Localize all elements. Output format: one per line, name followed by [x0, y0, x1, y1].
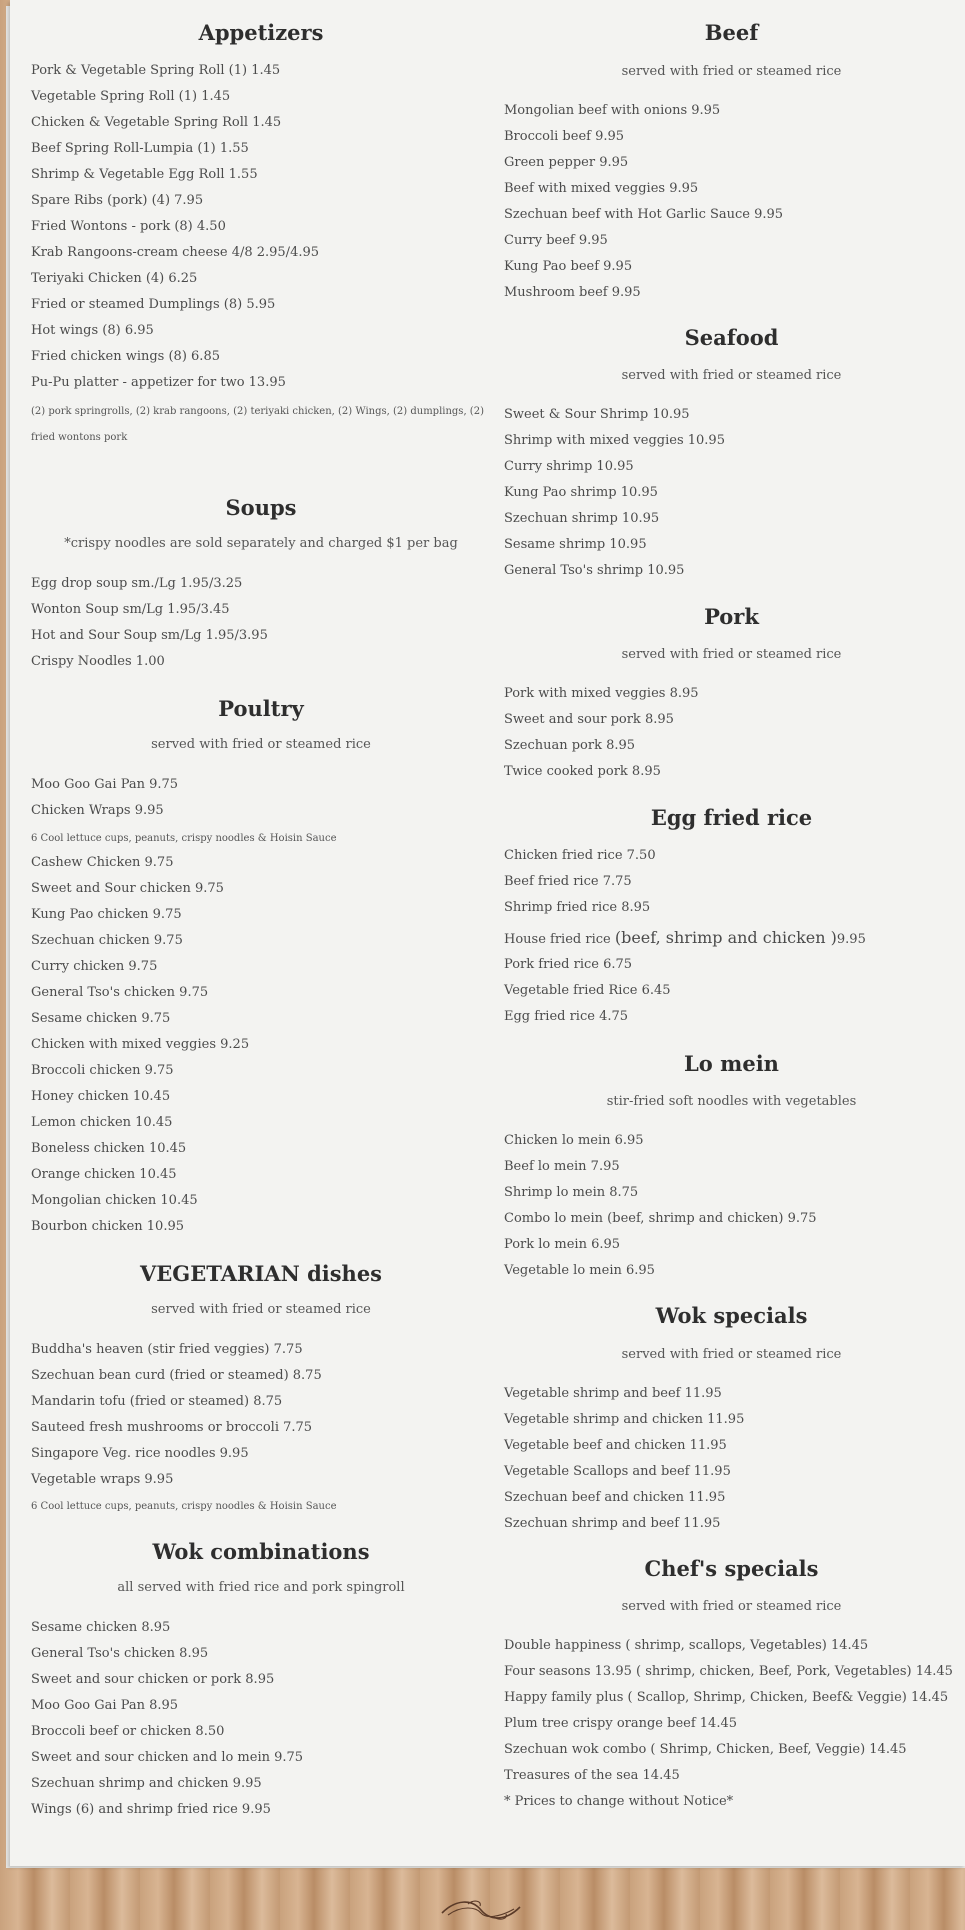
menu-item: Egg drop soup sm./Lg 1.95/3.25 [31, 576, 243, 591]
house-fried-rice-name: House fried rice [504, 932, 615, 947]
menu-item: Broccoli chicken 9.75 [31, 1063, 174, 1078]
menu-item: Vegetable fried Rice 6.45 [504, 983, 671, 998]
appetizers-platter-note-2: fried wontons pork [31, 432, 128, 443]
menu-item: Vegetable beef and chicken 11.95 [504, 1438, 727, 1453]
menu-item: Vegetable Scallops and beef 11.95 [504, 1464, 731, 1479]
menu-item: Broccoli beef 9.95 [504, 129, 625, 144]
menu-item: Sweet & Sour Shrimp 10.95 [504, 407, 690, 422]
poultry-subtitle: served with fried or steamed rice [151, 737, 371, 752]
menu-item: Pork lo mein 6.95 [504, 1237, 621, 1252]
menu-item: Sauteed fresh mushrooms or broccoli 7.75 [31, 1420, 313, 1435]
menu-item: Curry shrimp 10.95 [504, 459, 634, 474]
menu-item: Orange chicken 10.45 [31, 1167, 177, 1182]
menu-item: Sweet and sour pork 8.95 [504, 712, 674, 727]
menu-item: Chicken Wraps 9.95 [31, 803, 164, 818]
menu-item: Mongolian beef with onions 9.95 [504, 103, 721, 118]
menu-item: Curry beef 9.95 [504, 233, 608, 248]
menu-item: Szechuan wok combo ( Shrimp, Chicken, Beef, Veggie) 14.45 [504, 1742, 907, 1757]
section-title-wok-combinations: Wok combinations [152, 1539, 370, 1564]
menu-item: Chicken lo mein 6.95 [504, 1133, 644, 1148]
menu-item: Sesame chicken 8.95 [31, 1620, 171, 1635]
menu-item: Buddha's heaven (stir fried veggies) 7.75 [31, 1342, 303, 1357]
menu-item: Chicken & Vegetable Spring Roll 1.45 [31, 115, 282, 130]
menu-item: Happy family plus ( Scallop, Shrimp, Chicken, Beef& Veggie) 14.45 [504, 1690, 949, 1705]
section-title-appetizers: Appetizers [198, 20, 324, 45]
menu-item: Honey chicken 10.45 [31, 1089, 171, 1104]
menu-item: Beef Spring Roll-Lumpia (1) 1.55 [31, 141, 249, 156]
menu-item: Spare Ribs (pork) (4) 7.95 [31, 193, 204, 208]
section-title-chefs-specials: Chef's specials [644, 1556, 819, 1581]
menu-item: Kung Pao chicken 9.75 [31, 907, 182, 922]
menu-item: Green pepper 9.95 [504, 155, 629, 170]
menu-item: Szechuan bean curd (fried or steamed) 8.75 [31, 1368, 322, 1383]
decorative-flourish-icon [438, 1895, 524, 1925]
soups-subtitle: *crispy noodles are sold separately and charged $1 per bag [64, 536, 458, 551]
poultry-wraps-note: 6 Cool lettuce cups, peanuts, crispy noodles & Hoisin Sauce [31, 833, 337, 844]
menu-item: Sweet and sour chicken and lo mein 9.75 [31, 1750, 304, 1765]
vegetarian-wraps-note: 6 Cool lettuce cups, peanuts, crispy noodles & Hoisin Sauce [31, 1501, 337, 1512]
menu-item: Chicken with mixed veggies 9.25 [31, 1037, 250, 1052]
menu-page [10, 0, 965, 1866]
section-title-pork: Pork [704, 604, 759, 629]
section-title-beef: Beef [704, 20, 759, 45]
menu-item: Pork fried rice 6.75 [504, 957, 633, 972]
menu-item: Vegetable shrimp and beef 11.95 [504, 1386, 722, 1401]
menu-item: Szechuan shrimp 10.95 [504, 511, 660, 526]
menu-item: Hot wings (8) 6.95 [31, 323, 154, 338]
menu-item: Sweet and sour chicken or pork 8.95 [31, 1672, 275, 1687]
menu-item: Mongolian chicken 10.45 [31, 1193, 198, 1208]
house-fried-rice-contents: (beef, shrimp and chicken ) [614, 928, 837, 947]
menu-item: Shrimp lo mein 8.75 [504, 1185, 639, 1200]
menu-item: Wonton Soup sm/Lg 1.95/3.45 [31, 602, 230, 617]
menu-item: Vegetable lo mein 6.95 [504, 1263, 655, 1278]
menu-item: Moo Goo Gai Pan 9.75 [31, 777, 179, 792]
section-title-wok-specials: Wok specials [655, 1303, 808, 1328]
section-title-poultry: Poultry [218, 696, 304, 721]
menu-item: Fried Wontons - pork (8) 4.50 [31, 219, 226, 234]
wok-combinations-subtitle: all served with fried rice and pork spingroll [117, 1580, 405, 1595]
menu-item: Double happiness ( shrimp, scallops, Vegetables) 14.45 [504, 1638, 869, 1653]
pork-subtitle: served with fried or steamed rice [621, 647, 842, 662]
menu-item: Treasures of the sea 14.45 [504, 1768, 680, 1783]
menu-item: Beef lo mein 7.95 [504, 1159, 620, 1174]
seafood-subtitle: served with fried or steamed rice [621, 368, 842, 383]
menu-item: Krab Rangoons-cream cheese 4/8 2.95/4.95 [31, 245, 320, 260]
beef-subtitle: served with fried or steamed rice [621, 64, 842, 79]
menu-item: Kung Pao beef 9.95 [504, 259, 633, 274]
chefs-specials-subtitle: served with fried or steamed rice [621, 1599, 842, 1614]
menu-item: Szechuan beef and chicken 11.95 [504, 1490, 726, 1505]
menu-item: Hot and Sour Soup sm/Lg 1.95/3.95 [31, 628, 268, 643]
menu-item: Shrimp with mixed veggies 10.95 [504, 433, 725, 448]
menu-item: Egg fried rice 4.75 [504, 1009, 629, 1024]
menu-item: Wings (6) and shrimp fried rice 9.95 [31, 1802, 271, 1817]
menu-item: Vegetable shrimp and chicken 11.95 [504, 1412, 745, 1427]
menu-item: Lemon chicken 10.45 [31, 1115, 173, 1130]
menu-item: General Tso's shrimp 10.95 [504, 563, 685, 578]
menu-item: Sesame shrimp 10.95 [504, 537, 647, 552]
menu-item: General Tso's chicken 8.95 [31, 1646, 209, 1661]
menu-item: Crispy Noodles 1.00 [31, 654, 165, 669]
menu-item: * Prices to change without Notice* [504, 1794, 734, 1809]
menu-item: Sesame chicken 9.75 [31, 1011, 171, 1026]
section-title-seafood: Seafood [684, 325, 779, 350]
section-title-egg-fried-rice: Egg fried rice [650, 805, 813, 830]
menu-item: Cashew Chicken 9.75 [31, 855, 174, 870]
menu-item: Beef fried rice 7.75 [504, 874, 632, 889]
menu-item: Szechuan beef with Hot Garlic Sauce 9.95 [504, 207, 784, 222]
menu-item: Chicken fried rice 7.50 [504, 848, 656, 863]
menu-item: Fried or steamed Dumplings (8) 5.95 [31, 297, 276, 312]
menu-item: Vegetable wraps 9.95 [31, 1472, 174, 1487]
section-title-soups: Soups [225, 495, 297, 520]
menu-item: Shrimp & Vegetable Egg Roll 1.55 [31, 167, 258, 182]
menu-item: Plum tree crispy orange beef 14.45 [504, 1716, 737, 1731]
menu-item: Fried chicken wings (8) 6.85 [31, 349, 220, 364]
house-fried-rice-price: 9.95 [836, 932, 866, 947]
menu-item: Pork & Vegetable Spring Roll (1) 1.45 [31, 63, 281, 78]
menu-item: Moo Goo Gai Pan 8.95 [31, 1698, 179, 1713]
menu-item: Broccoli beef or chicken 8.50 [31, 1724, 225, 1739]
menu-item: Bourbon chicken 10.95 [31, 1219, 185, 1234]
menu-item: Pork with mixed veggies 8.95 [504, 686, 699, 701]
menu-item: Szechuan shrimp and chicken 9.95 [31, 1776, 262, 1791]
menu-item: Beef with mixed veggies 9.95 [504, 181, 699, 196]
menu-item: Four seasons 13.95 ( shrimp, chicken, Beef, Pork, Vegetables) 14.45 [504, 1664, 953, 1679]
menu-item: General Tso's chicken 9.75 [31, 985, 209, 1000]
menu-item: Sweet and Sour chicken 9.75 [31, 881, 224, 896]
menu-item: Singapore Veg. rice noodles 9.95 [31, 1446, 249, 1461]
menu-item: Kung Pao shrimp 10.95 [504, 485, 658, 500]
menu-item: Twice cooked pork 8.95 [504, 764, 661, 779]
appetizers-platter-note: (2) pork springrolls, (2) krab rangoons, (2) teriyaki chicken, (2) Wings, (2) dumplings, (2) [31, 406, 484, 417]
section-title-lo-mein: Lo mein [684, 1051, 779, 1076]
menu-item: Szechuan chicken 9.75 [31, 933, 183, 948]
menu-item: Combo lo mein (beef, shrimp and chicken) 9.75 [504, 1211, 817, 1226]
house-fried-rice-item [504, 928, 866, 947]
wok-specials-subtitle: served with fried or steamed rice [621, 1347, 842, 1362]
menu-item: Teriyaki Chicken (4) 6.25 [31, 271, 198, 286]
lo-mein-subtitle: stir-fried soft noodles with vegetables [606, 1094, 857, 1109]
vegetarian-subtitle: served with fried or steamed rice [151, 1302, 371, 1317]
menu-item: Shrimp fried rice 8.95 [504, 900, 651, 915]
menu-item: Mandarin tofu (fried or steamed) 8.75 [31, 1394, 283, 1409]
menu-item: Szechuan pork 8.95 [504, 738, 636, 753]
menu-item: Pu-Pu platter - appetizer for two 13.95 [31, 375, 286, 390]
menu-item: Boneless chicken 10.45 [31, 1141, 187, 1156]
menu-item: Mushroom beef 9.95 [504, 285, 641, 300]
menu-item: Vegetable Spring Roll (1) 1.45 [31, 89, 231, 104]
menu-item: Szechuan shrimp and beef 11.95 [504, 1516, 721, 1531]
section-title-vegetarian: VEGETARIAN dishes [139, 1261, 383, 1286]
menu-item: Curry chicken 9.75 [31, 959, 158, 974]
